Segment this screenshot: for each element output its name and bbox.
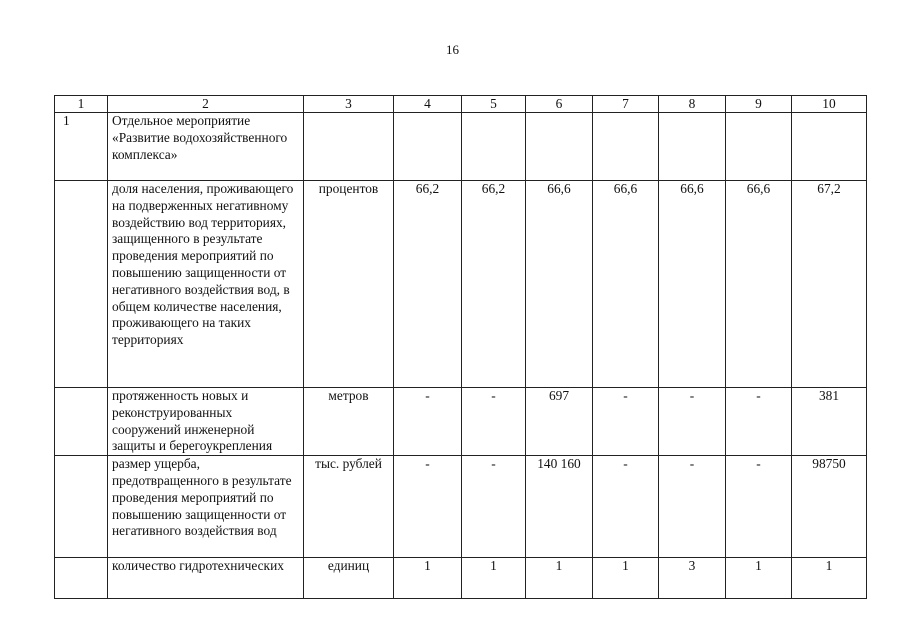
header-cell: 9: [726, 96, 792, 113]
page-number: 16: [446, 42, 459, 57]
row-index: [55, 181, 108, 388]
unit-cell: единиц: [304, 558, 394, 599]
value-cell: 66,6: [593, 181, 659, 388]
value-cell: [659, 113, 726, 181]
value-cell: -: [462, 388, 526, 456]
row-index: [55, 558, 108, 599]
indicator-name: доля населения, проживающего на подверженных негативному воздействию вод территориях, защищенного в результате проведения мероприятий по повышению защищенности от негативного воздействия вод, в общем количестве населения, проживающего на таких территориях: [108, 181, 304, 388]
indicator-name: количество гидротехнических: [108, 558, 304, 599]
value-cell: 66,2: [462, 181, 526, 388]
value-cell: 3: [659, 558, 726, 599]
value-cell: -: [726, 388, 792, 456]
table-container: [54, 95, 867, 599]
table-row-structures-length: [55, 388, 867, 456]
unit-cell: метров: [304, 388, 394, 456]
value-cell: [792, 113, 867, 181]
indicators-table: [54, 95, 867, 599]
unit-cell: процентов: [304, 181, 394, 388]
unit-cell: тыс. рублей: [304, 456, 394, 558]
value-cell: 1: [394, 558, 462, 599]
indicator-name: Отдельное мероприятие «Развитие водохозяйственного комплекса»: [108, 113, 304, 181]
header-cell: 7: [593, 96, 659, 113]
value-cell: 67,2: [792, 181, 867, 388]
value-cell: [726, 113, 792, 181]
header-cell: 6: [526, 96, 593, 113]
value-cell: -: [462, 456, 526, 558]
header-cell: 1: [55, 96, 108, 113]
table-row-population-share: [55, 181, 867, 388]
header-cell: 5: [462, 96, 526, 113]
value-cell: 697: [526, 388, 593, 456]
value-cell: -: [394, 388, 462, 456]
row-index: [55, 388, 108, 456]
row-index: 1: [55, 113, 108, 181]
table-row-prevented-damage: [55, 456, 867, 558]
value-cell: 1: [462, 558, 526, 599]
value-cell: -: [659, 388, 726, 456]
value-cell: 1: [726, 558, 792, 599]
value-cell: -: [593, 456, 659, 558]
value-cell: -: [593, 388, 659, 456]
value-cell: -: [659, 456, 726, 558]
value-cell: 1: [526, 558, 593, 599]
value-cell: [462, 113, 526, 181]
header-cell: 4: [394, 96, 462, 113]
header-cell: 10: [792, 96, 867, 113]
unit-cell: [304, 113, 394, 181]
header-cell: 3: [304, 96, 394, 113]
value-cell: 1: [593, 558, 659, 599]
value-cell: [526, 113, 593, 181]
value-cell: 66,6: [526, 181, 593, 388]
value-cell: 66,2: [394, 181, 462, 388]
header-cell: 8: [659, 96, 726, 113]
row-index: [55, 456, 108, 558]
header-cell: 2: [108, 96, 304, 113]
indicator-name: протяженность новых и реконструированных сооружений инженерной защиты и берегоукрепления: [108, 388, 304, 456]
value-cell: 381: [792, 388, 867, 456]
value-cell: -: [394, 456, 462, 558]
value-cell: 140 160: [526, 456, 593, 558]
value-cell: 98750: [792, 456, 867, 558]
value-cell: [593, 113, 659, 181]
value-cell: -: [726, 456, 792, 558]
value-cell: 1: [792, 558, 867, 599]
value-cell: 66,6: [726, 181, 792, 388]
value-cell: 66,6: [659, 181, 726, 388]
table-header-row: [55, 96, 867, 113]
table-row-event: [55, 113, 867, 181]
indicator-name: размер ущерба, предотвращенного в результате проведения мероприятий по повышению защищенности от негативного воздействия вод: [108, 456, 304, 558]
value-cell: [394, 113, 462, 181]
table-row-hydraulic-count: [55, 558, 867, 599]
